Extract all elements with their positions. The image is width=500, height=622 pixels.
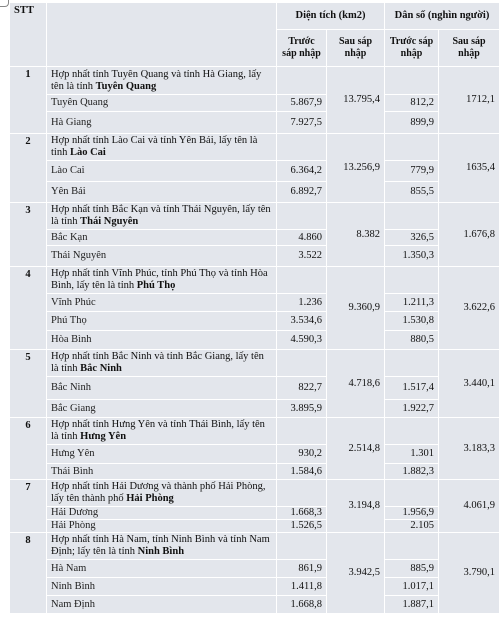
member-area-before: 3.534,6 (277, 312, 327, 331)
pop-before-empty (385, 533, 439, 560)
member-row (10, 400, 500, 418)
member-area-before: 1.236 (277, 294, 327, 312)
area-before-empty (277, 203, 327, 230)
merger-table-panel (9, 2, 499, 614)
pop-after-header: Sau sáp nhập (439, 30, 500, 67)
pop-after-cell: 3.183,3 (439, 418, 500, 480)
stt-cell: 8 (10, 533, 47, 614)
member-name: Yên Bái (47, 182, 277, 203)
merge-description (47, 480, 277, 507)
new-province-name: Ninh Bình (137, 546, 185, 557)
member-row (10, 294, 500, 312)
merge-description (47, 533, 277, 560)
area-header: Diện tích (km2) (277, 3, 385, 30)
pop-before-empty (385, 350, 439, 377)
member-pop-before: 1.211,3 (385, 294, 439, 312)
member-area-before: 861,9 (277, 560, 327, 578)
member-area-before: 7.927,5 (277, 112, 327, 134)
member-name: Hòa Bình (47, 331, 277, 350)
merge-description (47, 267, 277, 294)
area-after-cell: 9.360,9 (327, 267, 385, 350)
merge-row (10, 533, 500, 560)
member-pop-before: 899,9 (385, 112, 439, 134)
new-province-name: Lào Cai (69, 147, 106, 158)
area-after-cell: 3.942,5 (327, 533, 385, 614)
member-row (10, 520, 500, 533)
pop-after-cell: 3.622,6 (439, 267, 500, 350)
member-area-before: 1.668,3 (277, 507, 327, 520)
pop-before-empty (385, 134, 439, 161)
stt-cell: 3 (10, 203, 47, 267)
member-pop-before: 880,5 (385, 331, 439, 350)
member-area-before: 930,2 (277, 445, 327, 464)
member-pop-before: 1.887,1 (385, 596, 439, 614)
member-area-before: 6.892,7 (277, 182, 327, 203)
member-name: Vĩnh Phúc (47, 294, 277, 312)
member-area-before: 5.867,9 (277, 95, 327, 112)
member-name: Hà Giang (47, 112, 277, 134)
member-row (10, 331, 500, 350)
member-pop-before: 1.301 (385, 445, 439, 464)
member-row (10, 596, 500, 614)
merge-description (47, 418, 277, 445)
area-after-cell: 13.795,4 (327, 67, 385, 134)
member-area-before: 822,7 (277, 377, 327, 400)
header-row-1 (10, 3, 500, 30)
member-area-before: 6.364,2 (277, 161, 327, 182)
member-name: Hải Phòng (47, 520, 277, 533)
member-area-before: 4.860 (277, 230, 327, 246)
member-pop-before: 1.956,9 (385, 507, 439, 520)
member-area-before: 1.668,8 (277, 596, 327, 614)
merge-text: Hợp nhất tỉnh Hải Dương và thành phố Hải Phòng, lấy tên thành phố (51, 481, 266, 504)
member-name: Phú Thọ (47, 312, 277, 331)
member-pop-before: 1.350,3 (385, 246, 439, 267)
area-after-cell: 4.718,6 (327, 350, 385, 418)
merge-text: Hợp nhất tỉnh Vĩnh Phúc, tỉnh Phú Thọ và tỉnh Hòa Bình, lấy tên là tỉnh (51, 268, 268, 291)
new-province-name: Hưng Yên (80, 431, 127, 442)
member-row (10, 112, 500, 134)
member-pop-before: 885,9 (385, 560, 439, 578)
merge-description (47, 67, 277, 95)
merge-description (47, 203, 277, 230)
area-before-empty (277, 67, 327, 95)
member-pop-before: 1.922,7 (385, 400, 439, 418)
pop-before-empty (385, 267, 439, 294)
member-name: Hưng Yên (47, 445, 277, 464)
new-province-name: Tuyên Quang (95, 80, 157, 92)
stt-cell: 7 (10, 480, 47, 533)
province-merger-table (9, 2, 500, 614)
corner-mark (0, 0, 9, 7)
pop-after-cell: 1635,4 (439, 134, 500, 203)
area-after-cell: 13.256,9 (327, 134, 385, 203)
stt-cell: 1 (10, 67, 47, 134)
area-before-empty (277, 267, 327, 294)
pop-before-empty (385, 67, 439, 95)
member-area-before: 3.895,9 (277, 400, 327, 418)
pop-after-cell: 1.676,8 (439, 203, 500, 267)
stt-cell: 5 (10, 350, 47, 418)
merge-text: Hợp nhất tỉnh Lào Cai và tỉnh Yên Bái, lấy tên là tỉnh (51, 135, 258, 158)
member-pop-before: 1.017,1 (385, 578, 439, 596)
member-pop-before: 1.517,4 (385, 377, 439, 400)
population-header: Dân số (nghìn người) (385, 3, 500, 30)
merge-description (47, 134, 277, 161)
area-before-empty (277, 533, 327, 560)
member-name: Bắc Giang (47, 400, 277, 418)
merge-row (10, 350, 500, 377)
stt-cell: 2 (10, 134, 47, 203)
pop-after-cell: 3.440,1 (439, 350, 500, 418)
member-row (10, 246, 500, 267)
member-row (10, 182, 500, 203)
area-after-header: Sau sáp nhập (327, 30, 385, 67)
member-name: Ninh Bình (47, 578, 277, 596)
member-row (10, 95, 500, 112)
stt-header: STT (10, 3, 47, 67)
stt-cell: 4 (10, 267, 47, 350)
member-area-before: 3.522 (277, 246, 327, 267)
member-area-before: 4.590,3 (277, 331, 327, 350)
member-row (10, 578, 500, 596)
member-area-before: 1.411,8 (277, 578, 327, 596)
area-before-header: Trước sáp nhập (277, 30, 327, 67)
pop-after-cell: 1712,1 (439, 67, 500, 134)
merge-row (10, 134, 500, 161)
area-before-empty (277, 134, 327, 161)
merge-text: Hợp nhất tỉnh Bắc Kạn và tỉnh Thái Nguyên, lấy tên là tỉnh (51, 204, 271, 227)
pop-before-empty (385, 480, 439, 507)
member-name: Bắc Ninh (47, 377, 277, 400)
member-pop-before: 1.882,3 (385, 464, 439, 480)
pop-before-empty (385, 203, 439, 230)
pop-before-empty (385, 418, 439, 445)
member-pop-before: 812,2 (385, 95, 439, 112)
name-header (47, 3, 277, 67)
area-after-cell: 8.382 (327, 203, 385, 267)
merge-row (10, 418, 500, 445)
member-pop-before: 2.105 (385, 520, 439, 533)
merge-text: Hợp nhất tỉnh Hưng Yên và tỉnh Thái Bình, lấy tên là tỉnh (51, 419, 265, 442)
member-name: Hà Nam (47, 560, 277, 578)
merge-text: Hợp nhất tỉnh Tuyên Quang và tỉnh Hà Giang, lấy tên là tỉnh (51, 68, 262, 92)
member-pop-before: 1.530,8 (385, 312, 439, 331)
new-province-name: Bắc Ninh (80, 363, 122, 374)
member-pop-before: 855,5 (385, 182, 439, 203)
member-name: Thái Nguyên (47, 246, 277, 267)
table-body (10, 67, 500, 614)
member-area-before: 1.584,6 (277, 464, 327, 480)
member-row (10, 312, 500, 331)
pop-before-header: Trước sáp nhập (385, 30, 439, 67)
member-row (10, 230, 500, 246)
member-name: Thái Bình (47, 464, 277, 480)
area-before-empty (277, 418, 327, 445)
merge-row (10, 480, 500, 507)
merge-text: Hợp nhất tỉnh Bắc Ninh và tỉnh Bắc Giang, lấy tên là tỉnh (51, 351, 264, 374)
member-row (10, 445, 500, 464)
area-before-empty (277, 480, 327, 507)
member-pop-before: 779,9 (385, 161, 439, 182)
member-name: Nam Định (47, 596, 277, 614)
area-after-cell: 3.194,8 (327, 480, 385, 533)
merge-row (10, 203, 500, 230)
pop-after-cell: 4.061,9 (439, 480, 500, 533)
member-row (10, 560, 500, 578)
member-name: Hải Dương (47, 507, 277, 520)
member-row (10, 464, 500, 480)
member-area-before: 1.526,5 (277, 520, 327, 533)
member-row (10, 507, 500, 520)
stt-cell: 6 (10, 418, 47, 480)
area-before-empty (277, 350, 327, 377)
member-row (10, 377, 500, 400)
member-name: Tuyên Quang (47, 95, 277, 112)
member-name: Bắc Kạn (47, 230, 277, 246)
new-province-name: Hải Phòng (126, 493, 174, 504)
merge-row (10, 67, 500, 95)
pop-after-cell: 3.790,1 (439, 533, 500, 614)
member-row (10, 161, 500, 182)
member-name: Lào Cai (47, 161, 277, 182)
merge-row (10, 267, 500, 294)
member-pop-before: 326,5 (385, 230, 439, 246)
area-after-cell: 2.514,8 (327, 418, 385, 480)
merge-text: Hợp nhất tỉnh Hà Nam, tỉnh Ninh Bình và tỉnh Nam Định; lấy tên là tỉnh (51, 534, 270, 557)
new-province-name: Thái Nguyên (80, 216, 139, 227)
merge-description (47, 350, 277, 377)
new-province-name: Phú Thọ (136, 280, 176, 291)
